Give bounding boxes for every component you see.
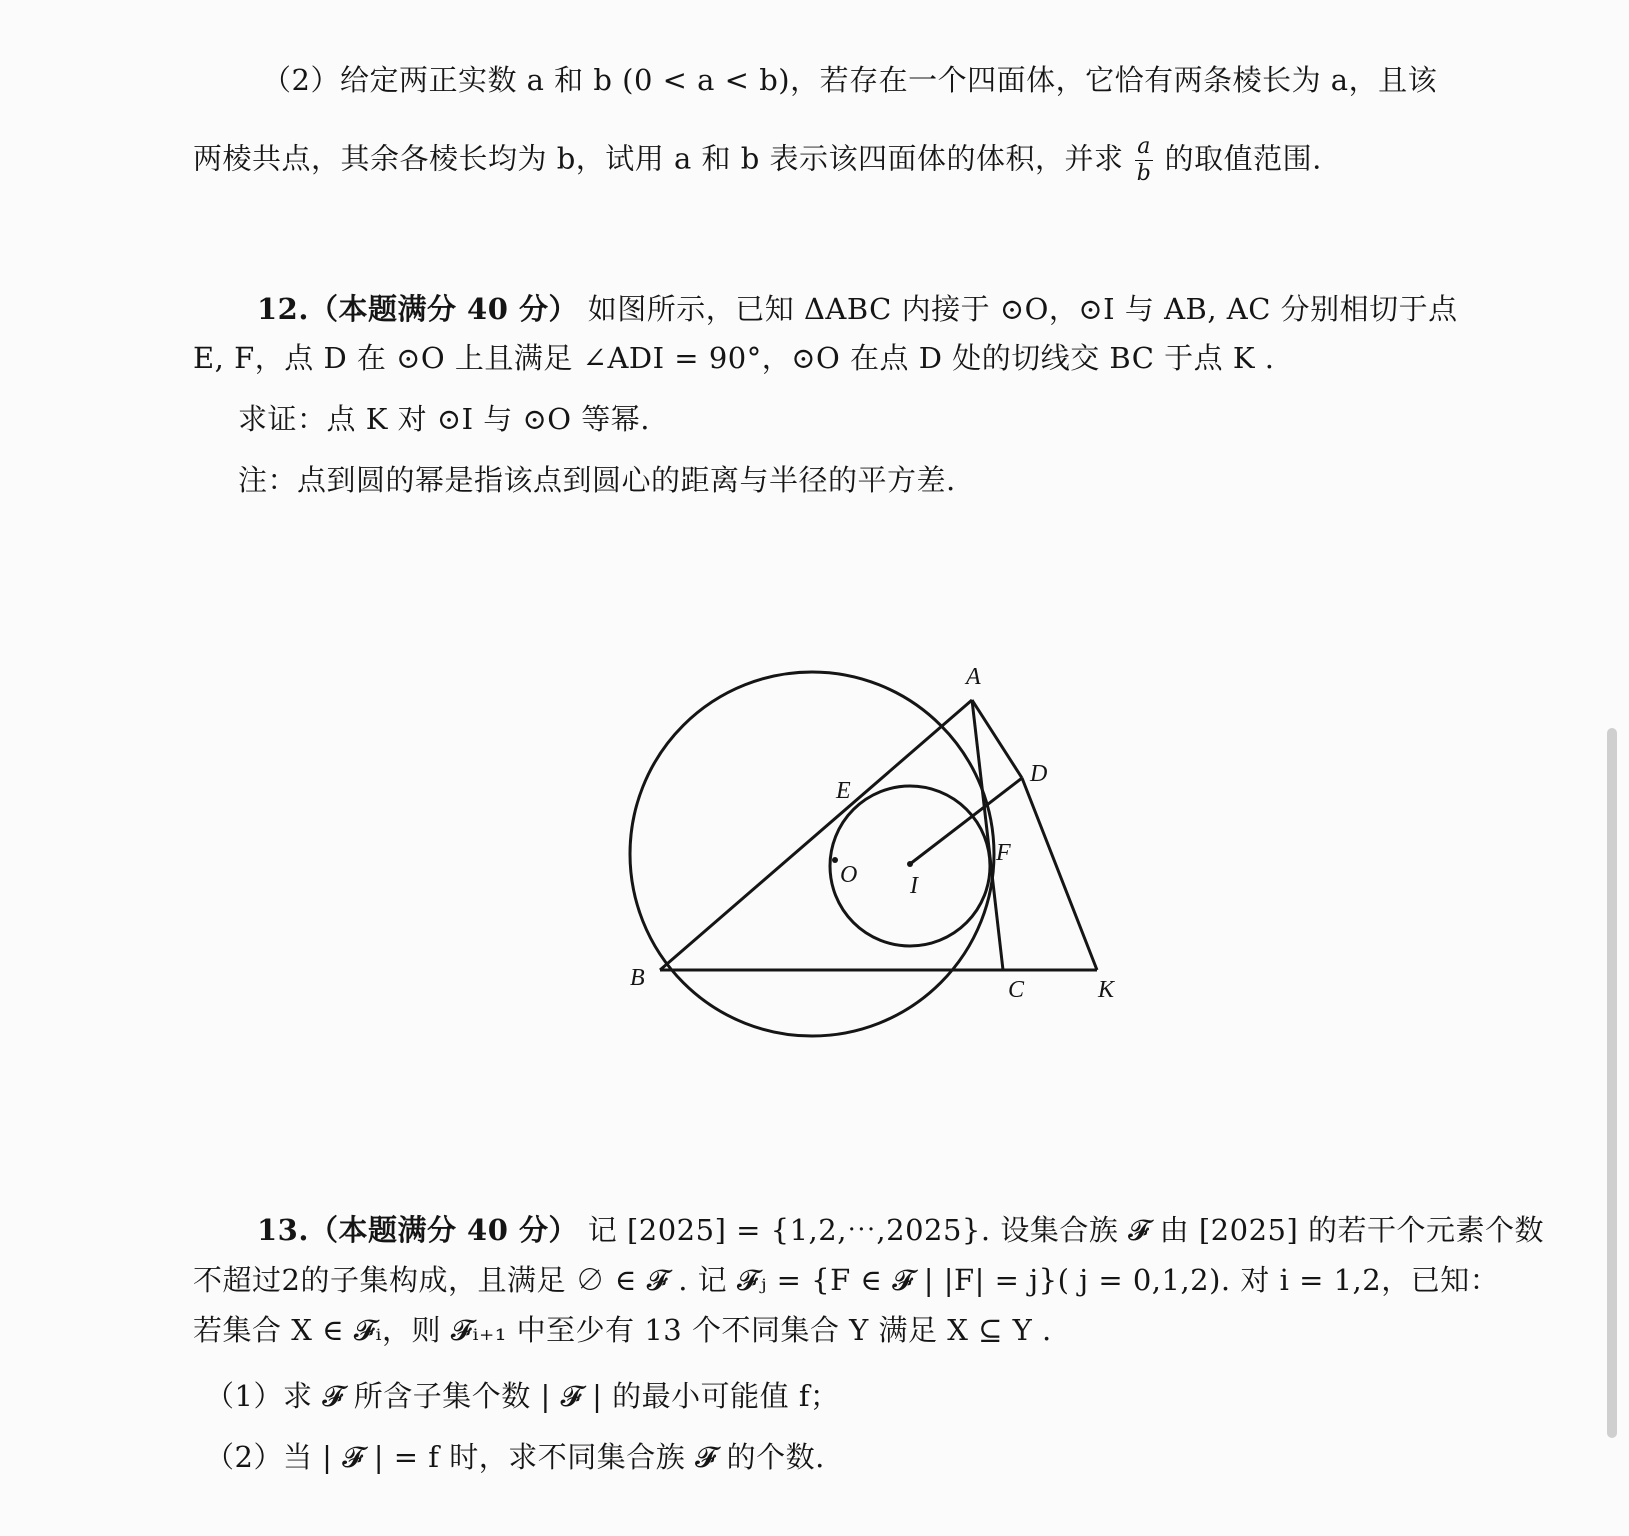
- fraction-numerator: a: [1137, 134, 1151, 159]
- segment-AB: [660, 700, 972, 970]
- label-C: C: [1008, 977, 1025, 1003]
- p13-heading: （本题满分 40 分）: [308, 1213, 579, 1247]
- p11-line2-text-b: 的取值范围.: [1154, 141, 1322, 176]
- tangent-DK: [1022, 778, 1097, 970]
- p12-heading: （本题满分 40 分）: [308, 292, 579, 326]
- label-B: B: [630, 965, 645, 991]
- p12-line2: E, F，点 D 在 ⊙O 上且满足 ∠ADI = 90°，⊙O 在点 D 处的切线交 BC 于点 K .: [193, 341, 1275, 375]
- p13-question2: （2）当 | 𝓕 | = f 时，求不同集合族 𝓕 的个数.: [205, 1440, 825, 1474]
- label-F: F: [996, 840, 1011, 866]
- p11-line2-text-a: 两棱共点，其余各棱长均为 b，试用 a 和 b 表示该四面体的体积，并求: [193, 141, 1134, 176]
- p12-note: 注：点到圆的幂是指该点到圆心的距离与半径的平方差.: [238, 463, 956, 497]
- p13-question1: （1）求 𝓕 所含子集个数 | 𝓕 | 的最小可能值 f；: [205, 1379, 840, 1413]
- p13-line3: 若集合 X ∈ 𝓕ᵢ，则 𝓕ᵢ₊₁ 中至少有 13 个不同集合 Y 满足 X ⊆ Y .: [193, 1313, 1052, 1347]
- p13-number: 13.: [257, 1213, 309, 1247]
- label-K: K: [1098, 977, 1115, 1003]
- label-E: E: [836, 778, 851, 804]
- fraction-denominator: b: [1136, 161, 1152, 186]
- p12-number: 12.: [257, 292, 309, 326]
- point-O: [832, 857, 838, 863]
- p12-line1-text: 如图所示，已知 ΔABC 内接于 ⊙O，⊙I 与 AB, AC 分别相切于点: [578, 292, 1458, 326]
- p12-proof: 求证：点 K 对 ⊙I 与 ⊙O 等幂.: [238, 402, 651, 436]
- label-D: D: [1030, 761, 1048, 787]
- vertical-scrollbar[interactable]: [1607, 728, 1617, 1438]
- p11-part2-line1: （2）给定两正实数 a 和 b (0 < a < b)，若存在一个四面体，它恰有两条棱长为 a，且该: [262, 63, 1438, 97]
- point-I: [907, 861, 913, 867]
- p13-line1: [257, 1208, 1544, 1249]
- p13-line1-text: 记 [2025] = {1,2,⋯,2025}. 设集合族 𝓕 由 [2025] 的若干个元素个数: [578, 1213, 1545, 1247]
- label-A: A: [966, 664, 981, 690]
- label-I: I: [910, 873, 918, 899]
- p13-line2: 不超过2的子集构成，且满足 ∅ ∈ 𝓕 . 记 𝓕ⱼ = {F ∈ 𝓕 | |F| = j}( j = 0,1,2). 对 i = 1,2，已知：: [193, 1263, 1500, 1297]
- label-O: O: [840, 862, 858, 888]
